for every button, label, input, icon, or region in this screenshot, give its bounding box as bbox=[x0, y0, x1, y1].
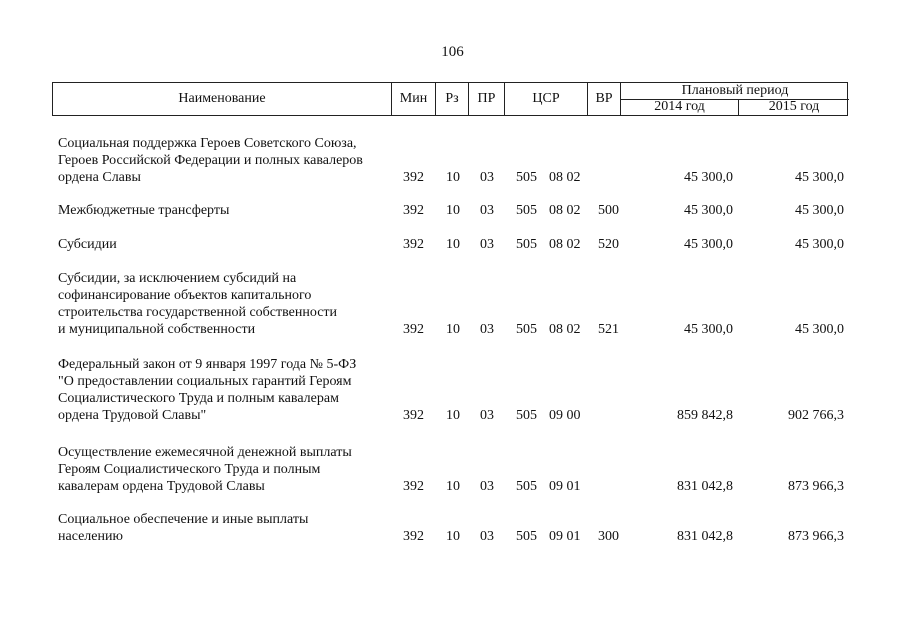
row-name-line: Социальное обеспечение и иные выплаты bbox=[58, 512, 309, 527]
cell-amount-2014: 45 300,0 bbox=[684, 237, 733, 252]
row-name-line: строительства государственной собственности bbox=[58, 305, 338, 320]
cell-amount-2014: 45 300,0 bbox=[684, 170, 733, 185]
cell-pr: 03 bbox=[480, 322, 494, 337]
cell-rz: 10 bbox=[446, 529, 460, 544]
cell-amount-2014: 859 842,8 bbox=[677, 408, 733, 423]
table-row bbox=[0, 236, 905, 253]
cell-amount-2015: 45 300,0 bbox=[795, 237, 844, 252]
row-name-line: Героев Российской Федерации и полных кавалеров bbox=[58, 153, 363, 168]
row-name-line: населению bbox=[58, 529, 123, 544]
row-name-line: Осуществление ежемесячной денежной выплаты bbox=[58, 445, 352, 460]
page-number: 106 bbox=[441, 44, 464, 60]
cell-pr: 03 bbox=[480, 529, 494, 544]
row-name-line: ордена Трудовой Славы" bbox=[58, 408, 207, 423]
cell-rz: 10 bbox=[446, 203, 460, 218]
cell-pr: 03 bbox=[480, 408, 494, 423]
cell-csr-program: 505 bbox=[516, 203, 537, 218]
cell-min: 392 bbox=[403, 529, 424, 544]
cell-amount-2015: 873 966,3 bbox=[788, 529, 844, 544]
cell-pr: 03 bbox=[480, 203, 494, 218]
cell-min: 392 bbox=[403, 322, 424, 337]
table-row bbox=[0, 202, 905, 219]
cell-vr: 500 bbox=[598, 203, 619, 218]
row-name bbox=[58, 135, 398, 186]
cell-min: 392 bbox=[403, 479, 424, 494]
cell-amount-2015: 45 300,0 bbox=[795, 322, 844, 337]
cell-amount-2014: 45 300,0 bbox=[684, 203, 733, 218]
cell-rz: 10 bbox=[446, 170, 460, 185]
header-min: Мин bbox=[392, 83, 436, 115]
row-name-line: софинансирование объектов капитального bbox=[58, 288, 312, 303]
table-row bbox=[0, 356, 905, 424]
cell-rz: 10 bbox=[446, 408, 460, 423]
table-row bbox=[0, 511, 905, 545]
cell-min: 392 bbox=[403, 203, 424, 218]
cell-rz: 10 bbox=[446, 479, 460, 494]
row-name-line: и муниципальной собственности bbox=[58, 322, 256, 337]
row-name-line: Федеральный закон от 9 января 1997 года № 5-ФЗ bbox=[58, 357, 357, 372]
header-name: Наименование bbox=[53, 83, 392, 115]
cell-csr-code: 09 00 bbox=[549, 408, 581, 423]
cell-amount-2014: 831 042,8 bbox=[677, 479, 733, 494]
cell-csr-program: 505 bbox=[516, 529, 537, 544]
cell-pr: 03 bbox=[480, 479, 494, 494]
cell-min: 392 bbox=[403, 237, 424, 252]
row-name-line: Социальная поддержка Героев Советского Союза, bbox=[58, 136, 357, 151]
cell-min: 392 bbox=[403, 170, 424, 185]
row-name-line: Субсидии, за исключением субсидий на bbox=[58, 271, 297, 286]
table-row bbox=[0, 135, 905, 186]
cell-csr-code: 09 01 bbox=[549, 479, 581, 494]
cell-csr-code: 08 02 bbox=[549, 237, 581, 252]
cell-csr-program: 505 bbox=[516, 408, 537, 423]
table-row bbox=[0, 270, 905, 338]
header-planned-period bbox=[621, 83, 849, 115]
header-csr: ЦСР bbox=[505, 83, 588, 115]
row-name bbox=[58, 511, 398, 545]
row-name-line: "О предоставлении социальных гарантий Героям bbox=[58, 374, 352, 389]
cell-rz: 10 bbox=[446, 237, 460, 252]
cell-amount-2015: 45 300,0 bbox=[795, 203, 844, 218]
cell-csr-code: 08 02 bbox=[549, 203, 581, 218]
cell-amount-2015: 45 300,0 bbox=[795, 170, 844, 185]
cell-amount-2015: 902 766,3 bbox=[788, 408, 844, 423]
cell-csr-program: 505 bbox=[516, 170, 537, 185]
row-name-line: Социалистического Труда и полным кавалерам bbox=[58, 391, 339, 406]
cell-csr-code: 08 02 bbox=[549, 170, 581, 185]
cell-vr: 300 bbox=[598, 529, 619, 544]
table-row bbox=[0, 444, 905, 495]
row-name bbox=[58, 270, 398, 338]
cell-amount-2014: 45 300,0 bbox=[684, 322, 733, 337]
row-name-line: Героям Социалистического Труда и полным bbox=[58, 462, 321, 477]
cell-min: 392 bbox=[403, 408, 424, 423]
cell-pr: 03 bbox=[480, 237, 494, 252]
cell-amount-2014: 831 042,8 bbox=[677, 529, 733, 544]
table-header bbox=[52, 82, 848, 116]
cell-rz: 10 bbox=[446, 322, 460, 337]
header-pr: ПР bbox=[469, 83, 505, 115]
header-year-2015: 2015 год bbox=[768, 99, 820, 114]
row-name-line: Субсидии bbox=[58, 237, 117, 252]
row-name bbox=[58, 202, 398, 219]
cell-csr-program: 505 bbox=[516, 322, 537, 337]
cell-csr-program: 505 bbox=[516, 479, 537, 494]
header-vr: ВР bbox=[588, 83, 621, 115]
header-planned-period-title: Плановый период bbox=[621, 83, 849, 100]
cell-csr-code: 08 02 bbox=[549, 322, 581, 337]
cell-csr-program: 505 bbox=[516, 237, 537, 252]
cell-vr: 521 bbox=[598, 322, 619, 337]
header-rz: Рз bbox=[436, 83, 469, 115]
row-name bbox=[58, 356, 398, 424]
row-name-line: ордена Славы bbox=[58, 170, 141, 185]
cell-csr-code: 09 01 bbox=[549, 529, 581, 544]
cell-amount-2015: 873 966,3 bbox=[788, 479, 844, 494]
cell-vr: 520 bbox=[598, 237, 619, 252]
header-year-2014: 2014 год bbox=[621, 99, 739, 115]
cell-pr: 03 bbox=[480, 170, 494, 185]
row-name-line: Межбюджетные трансферты bbox=[58, 203, 230, 218]
row-name-line: кавалерам ордена Трудовой Славы bbox=[58, 479, 265, 494]
row-name bbox=[58, 444, 398, 495]
row-name bbox=[58, 236, 398, 253]
